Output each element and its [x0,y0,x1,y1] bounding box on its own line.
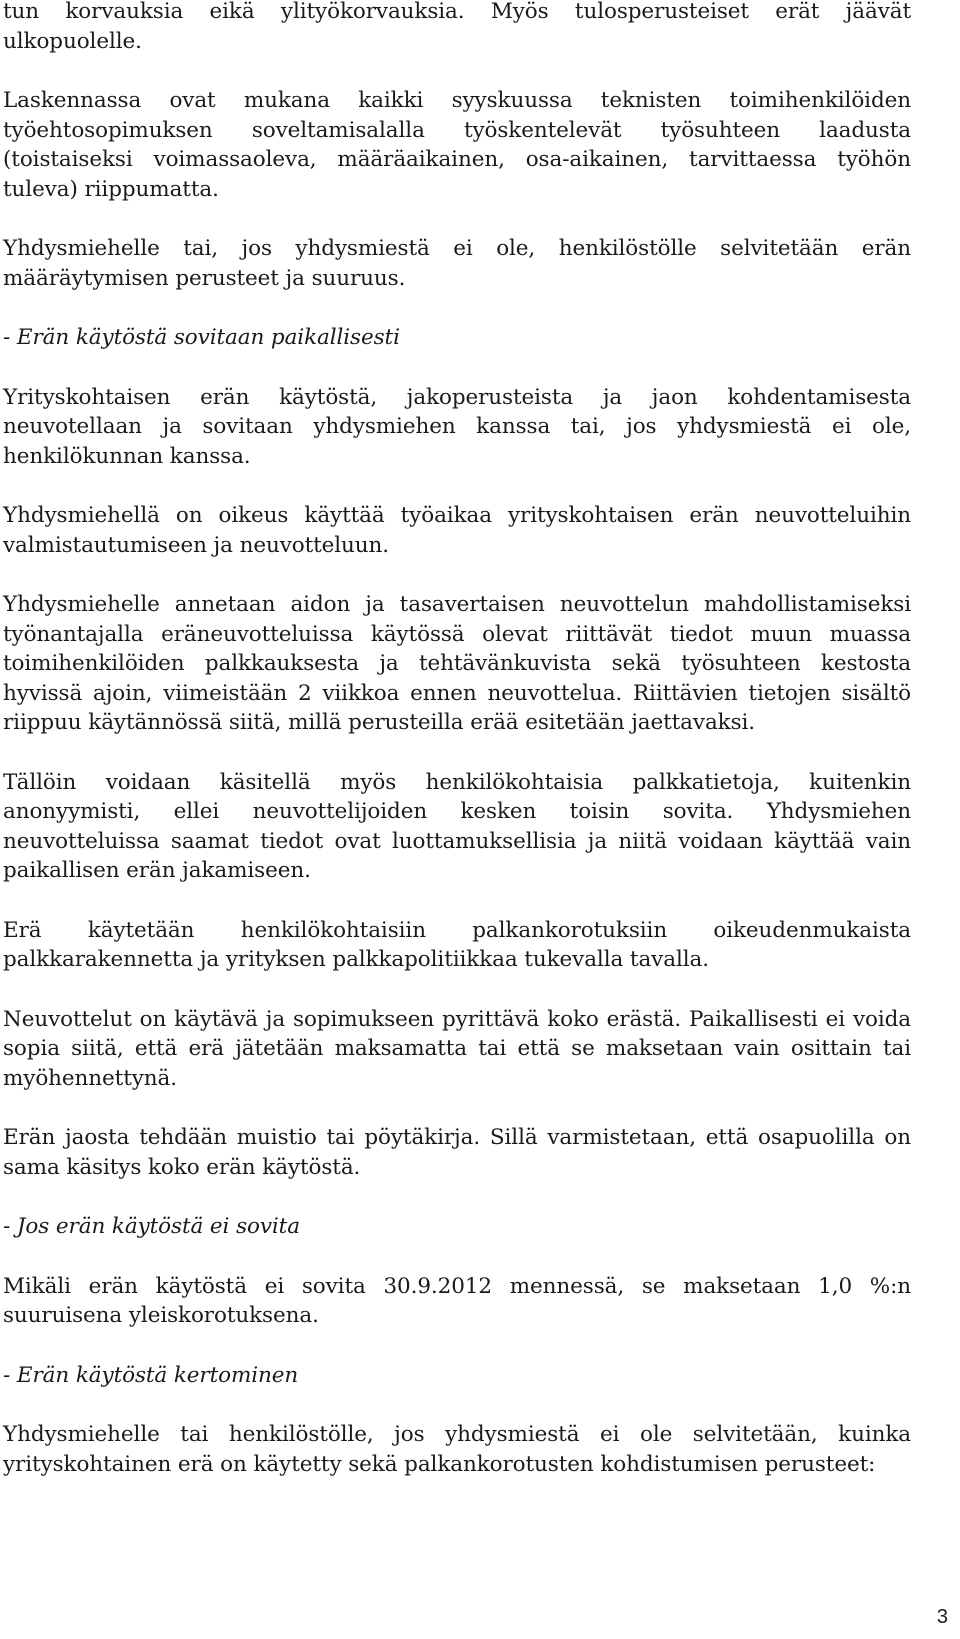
paragraph-continuation: tun korvauksia eikä ylityökorvauksia. Myös tulosperusteiset erät jäävät ulkopuolelle. [3,0,911,54]
document-page [3,0,911,1509]
section-heading-local-agreement: - Erän käytöstä sovitaan paikallisesti [3,325,400,350]
paragraph-explanation-to-representative: Yhdysmiehelle tai, jos yhdysmiestä ei ole, henkilöstölle selvitetään erän määräytymisen perusteet ja suuruus. [3,236,911,291]
page-number: 3 [936,1606,948,1628]
paragraph-calculation-scope: Laskennassa ovat mukana kaikki syyskuussa teknisten toimihenkilöiden työehtosopimuksen soveltamisalalla työskentelevät työsuhteen laadusta (toistaiseksi voimassaoleva, määräaikainen, osa-aikainen, tarvittaessa työhön tuleva) riippumatta. [3,88,911,202]
section-heading-no-agreement: - Jos erän käytöstä ei sovita [3,1214,300,1239]
section-heading-reporting: - Erän käytöstä kertominen [3,1362,299,1388]
paragraph-personal-salary-data: Tällöin voidaan käsitellä myös henkilökohtaisia palkkatietoja, kuitenkin anonyymisti, ellei neuvottelijoiden kesken toisin sovita. Yhdysmiehen neuvotteluissa saamat tiedot ovat luottamuksellisia ja niitä voidaan käyttää vain paikallisen erän jakamiseen. [3,769,911,883]
paragraph-usage-purpose: Erä käytetään henkilökohtaisiin palkankorotuksiin oikeudenmukaista palkkarakennetta ja yrityksen palkkapolitiikkaa tukevalla tavalla. [3,917,911,972]
paragraph-information-provision: Yhdysmiehelle annetaan aidon ja tasavertaisen neuvottelun mahdollistamiseksi työnantajalla eräneuvotteluissa käytössä olevat riittävät tiedot muun muassa toimihenkilöiden palkkauksesta ja tehtävänkuvista sekä työsuhteen kestosta hyvissä ajoin, viimeistään 2 viikkoa ennen neuvottelua. Riittävien tietojen sisältö riippuu käytännössä siitä, millä perusteilla erää esitetään jaettavaksi. [3,592,911,735]
paragraph-working-time: Yhdysmiehellä on oikeus käyttää työaikaa yrityskohtaisen erän neuvotteluihin valmistautumiseen ja neuvotteluun. [3,503,911,558]
paragraph-reporting-details: Yhdysmiehelle tai henkilöstölle, jos yhdysmiestä ei ole selvitetään, kuinka yrityskohtainen erä on käytetty sekä palkankorotusten kohdistumisen perusteet: [3,1422,911,1477]
paragraph-memo: Erän jaosta tehdään muistio tai pöytäkirja. Sillä varmistetaan, että osapuolilla on sama käsitys koko erän käytöstä. [3,1125,911,1180]
paragraph-full-agreement: Neuvottelut on käytävä ja sopimukseen pyrittävä koko erästä. Paikallisesti ei voida sopia siitä, että erä jätetään maksamatta tai että se maksetaan vain osittain tai myöhennettynä. [3,1006,911,1091]
paragraph-general-increase: Mikäli erän käytöstä ei sovita 30.9.2012 mennessä, se maksetaan 1,0 %:n suuruisena yleiskorotuksena. [3,1273,911,1328]
paragraph-negotiation: Yrityskohtaisen erän käytöstä, jakoperusteista ja jaon kohdentamisesta neuvotellaan ja sovitaan yhdysmiehen kanssa tai, jos yhdysmiestä ei ole, henkilökunnan kanssa. [3,384,911,469]
